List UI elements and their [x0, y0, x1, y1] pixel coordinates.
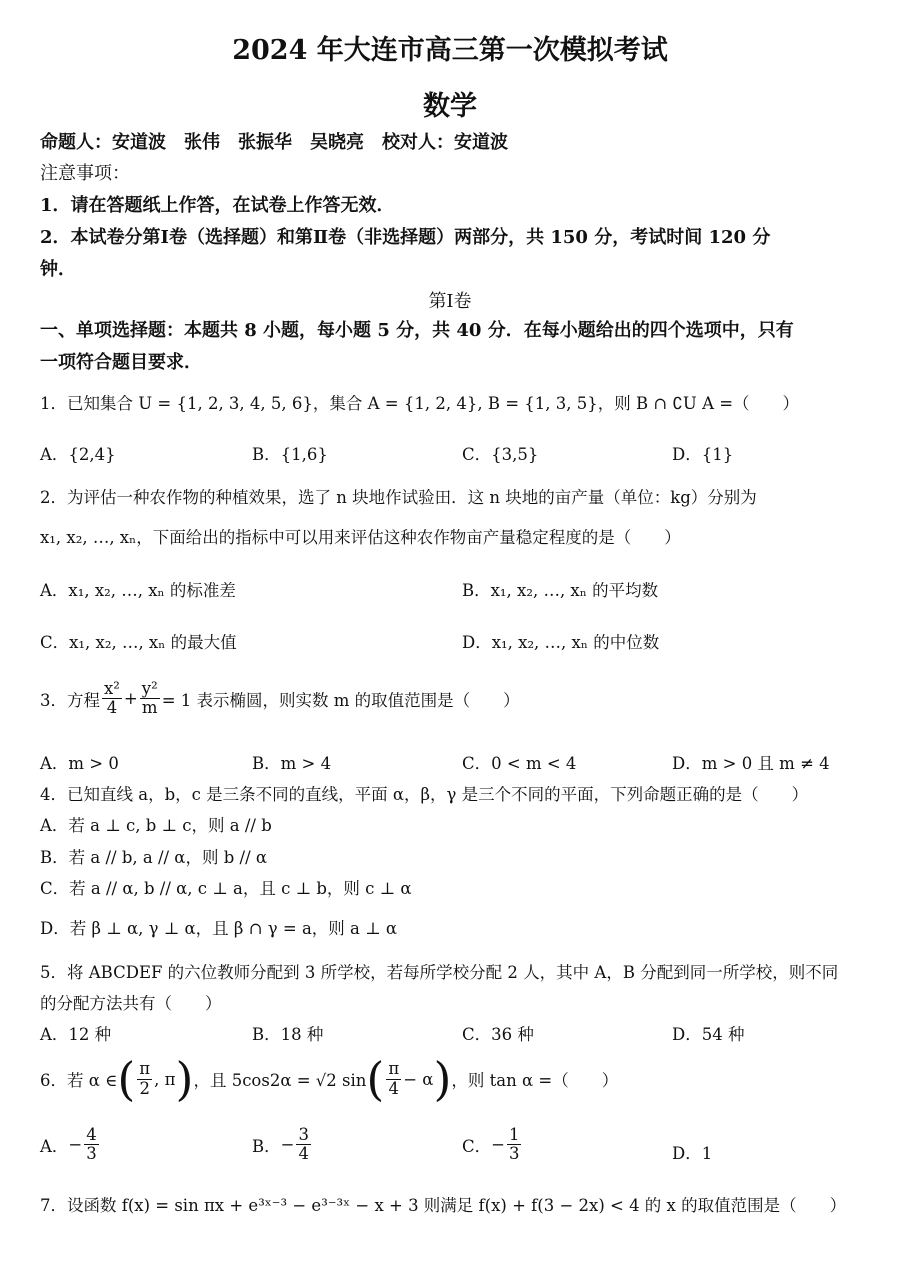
authors-line: 命题人：安道波 张伟 张振华 吴晓亮 校对人：安道波 [40, 132, 508, 153]
question-5-option-d: D．54 种 [672, 1025, 745, 1044]
question-6-comma-pi: , π [154, 1069, 176, 1089]
notice-item-2: 2．本试卷分第Ⅰ卷（选择题）和第Ⅱ卷（非选择题）两部分，共 150 分，考试时间 120 分 [40, 227, 771, 248]
question-6-option-c-label: C． [462, 1136, 492, 1156]
question-6-option-b-fraction [296, 1126, 311, 1163]
question-6-suffix: ，则 tan α =（ ） [451, 1071, 619, 1090]
question-6-option-c-num: 1 [508, 1125, 520, 1144]
question-4-stem: 4．已知直线 a，b，c 是三条不同的直线，平面 α，β，γ 是三个不同的平面，下列命题正确的是（ ） [40, 785, 809, 804]
question-6-left-paren: ( [117, 1052, 136, 1106]
notice-title: 注意事项： [40, 163, 130, 184]
question-6-option-c-fraction [507, 1126, 522, 1163]
question-6-sin-right-paren: ) [433, 1052, 452, 1106]
question-3-option-a: A．m > 0 [40, 754, 119, 773]
exam-title: 2024 年大连市高三第一次模拟考试 [232, 35, 668, 66]
question-1-stem: 1．已知集合 U = {1, 2, 3, 4, 5, 6}，集合 A = {1, 2, 4}, B = {1, 3, 5}，则 B ∩ ∁U A =（ ） [40, 394, 800, 413]
volume-heading: 第Ⅰ卷 [428, 291, 472, 312]
question-6-interval-fraction [137, 1060, 152, 1097]
question-1-option-c: C．{3,5} [462, 445, 539, 464]
question-6-minus-alpha: − α [403, 1069, 434, 1089]
question-4-option-d: D．若 β ⊥ α, γ ⊥ α，且 β ∩ γ = a，则 a ⊥ α [40, 919, 398, 938]
question-3-fraction-x [102, 680, 122, 717]
question-6-option-c-sign: − [491, 1135, 505, 1155]
question-3-fraction-y-num: y² [141, 679, 158, 698]
question-6-sin-left-paren: ( [366, 1052, 385, 1106]
question-6-option-a [40, 1126, 101, 1163]
question-5-stem-cont: 的分配方法共有（ ） [40, 994, 222, 1013]
question-4-option-a: A．若 a ⊥ c, b ⊥ c，则 a // b [40, 816, 272, 835]
question-1-option-d: D．{1} [672, 445, 734, 464]
question-2-stem-cont: x₁, x₂, …, xₙ，下面给出的指标中可以用来评估这种农作物亩产量稳定程度的是（ ） [40, 528, 681, 547]
question-1-option-a: A．{2,4} [40, 445, 116, 464]
question-6-stem [40, 1052, 619, 1106]
question-1-option-b: B．{1,6} [252, 445, 328, 464]
question-6-prefix: 6．若 α ∈ [40, 1071, 118, 1090]
question-5-stem: 5．将 ABCDEF 的六位教师分配到 3 所学校，若每所学校分配 2 人，其中 A，B 分配到同一所学校，则不同 [40, 963, 839, 982]
question-3-fraction-x-num: x² [104, 679, 120, 698]
question-2-stem: 2．为评估一种农作物的种植效果，选了 n 块地作试验田．这 n 块地的亩产量（单位：kg）分别为 [40, 488, 757, 507]
question-6-sin-pi: π [388, 1059, 400, 1079]
question-2-option-c: C．x₁, x₂, …, xₙ 的最大值 [40, 633, 237, 652]
question-3-option-d: D．m > 0 且 m ≠ 4 [672, 754, 830, 773]
question-3-fraction-y [140, 680, 160, 717]
subject-title: 数学 [423, 91, 477, 122]
question-6-option-d: D．1 [672, 1144, 713, 1163]
section-intro: 一、单项选择题：本题共 8 小题，每小题 5 分，共 40 分．在每小题给出的四个选项中，只有 [40, 320, 794, 341]
question-3-fraction-y-den: m [141, 698, 158, 718]
question-6-right-paren: ) [175, 1052, 194, 1106]
question-6-option-a-num: 4 [86, 1125, 97, 1144]
question-6-four: 4 [388, 1078, 400, 1098]
question-3-prefix: 3．方程 [40, 690, 100, 710]
question-2-option-a: A．x₁, x₂, …, xₙ 的标准差 [40, 581, 236, 600]
question-5-option-b: B．18 种 [252, 1025, 324, 1044]
question-6-option-b-den: 4 [298, 1144, 309, 1164]
question-6-option-a-sign: − [68, 1135, 83, 1155]
question-3-stem [40, 680, 520, 717]
notice-item-1: 1．请在答题纸上作答，在试卷上作答无效． [40, 195, 395, 216]
question-6-option-b-sign: − [280, 1135, 295, 1155]
question-6-sin-fraction [386, 1060, 401, 1097]
question-6-two: 2 [139, 1078, 150, 1098]
question-2-option-d: D．x₁, x₂, …, xₙ 的中位数 [462, 633, 660, 652]
question-6-pi: π [139, 1059, 151, 1079]
section-intro-cont: 一项符合题目要求． [40, 352, 202, 373]
question-6-option-a-fraction [84, 1126, 99, 1163]
question-5-option-a: A．12 种 [40, 1025, 112, 1044]
question-3-fraction-x-den: 4 [106, 698, 118, 718]
question-3-option-b: B．m > 4 [252, 754, 332, 773]
question-2-option-b: B．x₁, x₂, …, xₙ 的平均数 [462, 581, 659, 600]
question-4-option-c: C．若 a // α, b // α, c ⊥ a，且 c ⊥ b，则 c ⊥ α [40, 879, 412, 898]
question-3-plus: + [123, 689, 138, 709]
question-6-middle: ，且 5cos2α = √2 sin [193, 1071, 367, 1090]
question-6-option-b-num: 3 [298, 1125, 309, 1144]
question-6-option-b-label: B． [252, 1136, 281, 1156]
question-3-suffix: = 1 表示椭圆，则实数 m 的取值范围是（ ） [161, 690, 520, 710]
notice-item-2-cont: 钟． [40, 259, 76, 280]
question-3-option-c: C．0 < m < 4 [462, 754, 577, 773]
question-4-option-b: B．若 a // b, a // α，则 b // α [40, 848, 268, 867]
question-7-stem: 7．设函数 f(x) = sin πx + e³ˣ⁻³ − e³⁻³ˣ − x + 3 则满足 f(x) + f(3 − 2x) < 4 的 x 的取值范围是（ ） [40, 1196, 847, 1215]
question-5-option-c: C．36 种 [462, 1025, 534, 1044]
question-6-option-a-label: A． [40, 1136, 69, 1156]
question-6-option-a-den: 3 [86, 1144, 97, 1164]
question-6-option-c-den: 3 [508, 1144, 520, 1164]
question-6-option-c [462, 1126, 523, 1163]
question-6-option-b [252, 1126, 313, 1163]
